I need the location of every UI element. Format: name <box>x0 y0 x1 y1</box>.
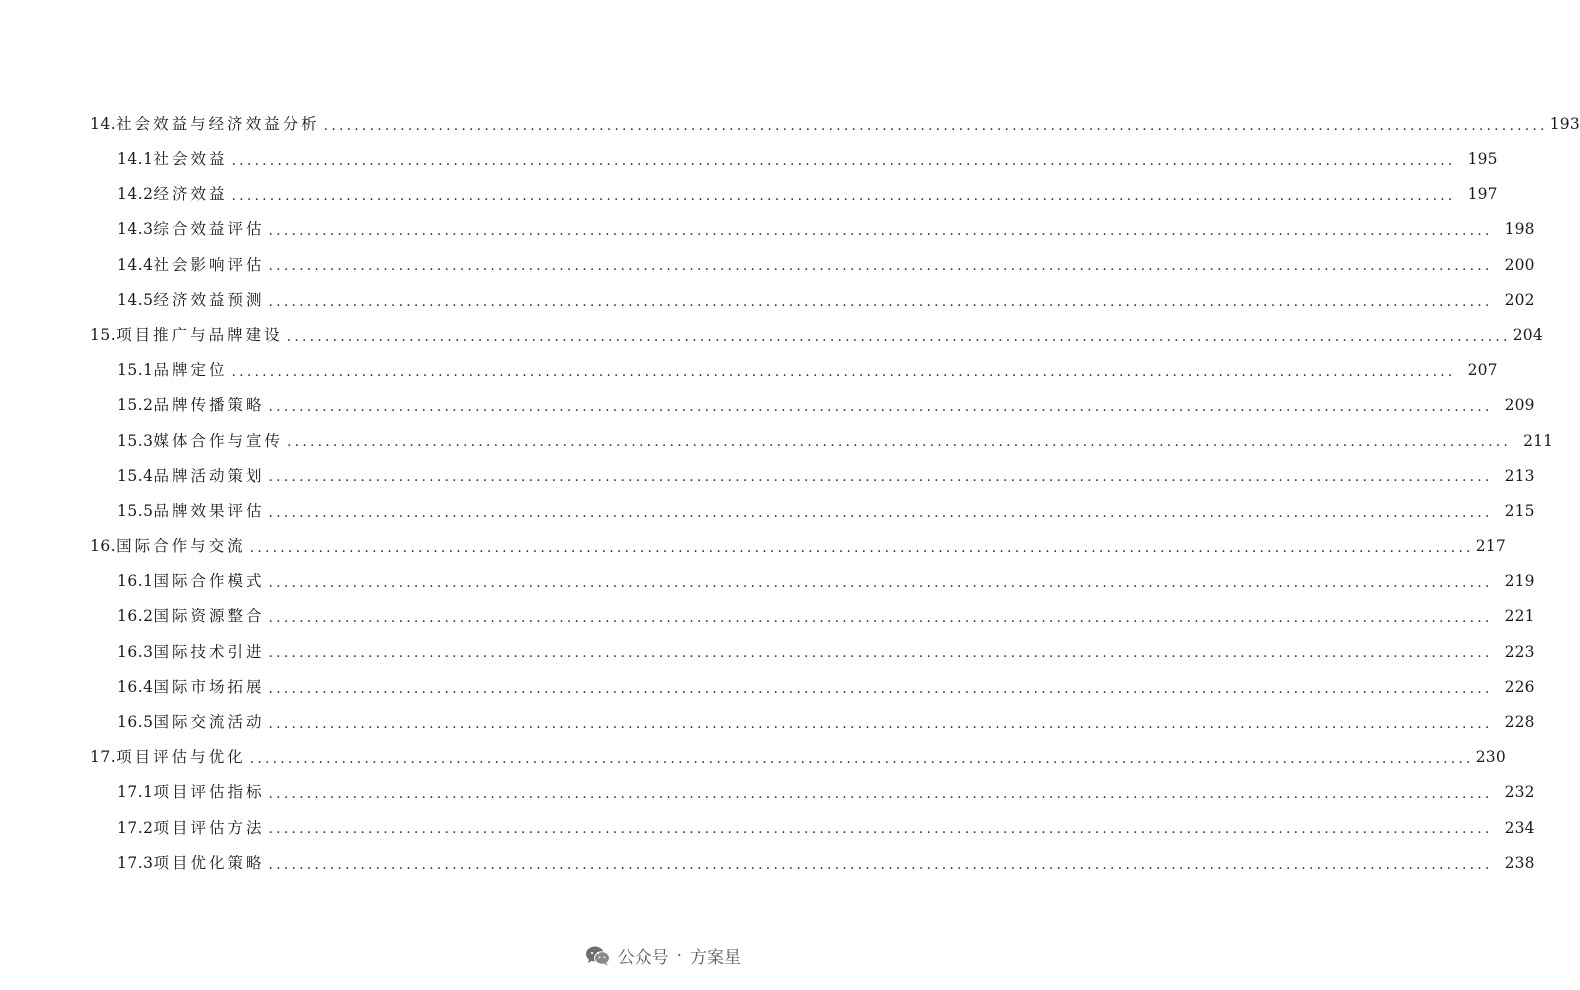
toc-dot-leader: ................................................................................................................................................................ <box>268 715 1493 732</box>
toc-page-number: 215 <box>1504 501 1535 520</box>
toc-chapter-entry[interactable] <box>0 529 1506 564</box>
toc-section-entry[interactable] <box>0 459 1535 494</box>
toc-page-number: 238 <box>1504 853 1535 872</box>
toc-dot-leader: ................................................................................................................................................................ <box>268 504 1493 521</box>
toc-dot-leader: ................................................................................................................................................................ <box>287 434 1512 451</box>
toc-dot-leader: ................................................................................................................................................................ <box>268 680 1493 697</box>
toc-dot-leader: ................................................................................................................................................................ <box>268 399 1493 416</box>
toc-entry-title: 品牌活动策划 <box>153 466 265 485</box>
toc-page-number: 228 <box>1504 713 1535 732</box>
toc-entry-number: 15.1 <box>117 361 154 380</box>
toc-entry-title: 项目推广与品牌建设 <box>116 325 283 344</box>
toc-entry-number: 17.1 <box>117 783 154 802</box>
toc-entry-title: 综合效益评估 <box>153 220 265 239</box>
toc-entry-title: 品牌传播策略 <box>153 396 265 415</box>
toc-entry-number: 17.3 <box>117 853 154 872</box>
toc-section-entry[interactable] <box>0 564 1535 599</box>
toc-section-entry[interactable] <box>0 389 1535 424</box>
toc-page-number: 221 <box>1504 607 1535 626</box>
toc-page-number: 226 <box>1504 677 1535 696</box>
toc-entry-number: 15. <box>90 325 117 344</box>
toc-page-number: 195 <box>1467 150 1498 169</box>
toc-entry-title: 国际市场拓展 <box>153 677 265 696</box>
toc-entry-number: 14.3 <box>117 220 154 239</box>
toc-entry-number: 14.4 <box>117 255 154 274</box>
toc-page-number: 204 <box>1512 325 1543 344</box>
toc-entry-title: 国际资源整合 <box>153 607 265 626</box>
watermark-separator: · <box>676 945 682 966</box>
toc-dot-leader: ................................................................................................................................................................ <box>268 821 1493 838</box>
toc-section-entry[interactable] <box>0 177 1498 212</box>
toc-entry-title: 媒体合作与宣传 <box>153 431 284 450</box>
toc-chapter-entry[interactable] <box>0 740 1506 775</box>
toc-section-entry[interactable] <box>0 494 1535 529</box>
toc-chapter-entry[interactable] <box>0 107 1580 142</box>
toc-page-number: 211 <box>1523 431 1554 450</box>
toc-dot-leader: ................................................................................................................................................................ <box>323 117 1548 134</box>
toc-section-entry[interactable] <box>0 670 1535 705</box>
toc-page-number: 202 <box>1504 290 1535 309</box>
toc-entry-number: 16.5 <box>117 713 154 732</box>
toc-entry-number: 14.5 <box>117 290 154 309</box>
toc-chapter-entry[interactable] <box>0 318 1543 353</box>
toc-page-number: 223 <box>1504 642 1535 661</box>
watermark-name: 方案星 <box>690 948 741 968</box>
toc-entry-title: 国际技术引进 <box>153 642 265 661</box>
wechat-icon <box>585 945 611 967</box>
toc-entry-title: 社会影响评估 <box>153 255 265 274</box>
toc-section-entry[interactable] <box>0 776 1535 811</box>
toc-dot-leader: ................................................................................................................................................................ <box>268 856 1493 873</box>
toc-entry-title: 品牌效果评估 <box>153 501 265 520</box>
toc-page-number: 207 <box>1467 361 1498 380</box>
toc-entry-title: 国际合作模式 <box>153 572 265 591</box>
toc-dot-leader: ................................................................................................................................................................ <box>268 223 1493 240</box>
toc-entry-title: 项目评估指标 <box>153 783 265 802</box>
toc-entry-title: 品牌定位 <box>153 361 228 380</box>
toc-entry-title: 社会效益与经济效益分析 <box>116 114 320 133</box>
toc-entry-number: 14.2 <box>117 185 154 204</box>
toc-dot-leader: ................................................................................................................................................................ <box>231 187 1456 204</box>
toc-entry-number: 16.2 <box>117 607 154 626</box>
toc-entry-number: 16.1 <box>117 572 154 591</box>
toc-entry-number: 16.3 <box>117 642 154 661</box>
toc-page-number: 200 <box>1504 255 1535 274</box>
toc-dot-leader: ................................................................................................................................................................ <box>286 328 1511 345</box>
toc-section-entry[interactable] <box>0 142 1498 177</box>
toc-entry-number: 17.2 <box>117 818 154 837</box>
toc-dot-leader: ................................................................................................................................................................ <box>268 610 1493 627</box>
toc-section-entry[interactable] <box>0 811 1535 846</box>
toc-entry-title: 社会效益 <box>153 150 228 169</box>
toc-section-entry[interactable] <box>0 705 1535 740</box>
toc-entry-number: 17. <box>90 748 117 767</box>
toc-entry-title: 项目评估方法 <box>153 818 265 837</box>
toc-page-number: 193 <box>1549 114 1580 133</box>
toc-section-entry[interactable] <box>0 283 1535 318</box>
toc-page-number: 213 <box>1504 466 1535 485</box>
toc-section-entry[interactable] <box>0 635 1535 670</box>
toc-dot-leader: ................................................................................................................................................................ <box>249 539 1474 556</box>
toc-section-entry[interactable] <box>0 424 1554 459</box>
toc-dot-leader: ................................................................................................................................................................ <box>268 469 1493 486</box>
toc-page-number: 232 <box>1504 783 1535 802</box>
toc-entry-number: 16. <box>90 537 117 556</box>
toc-dot-leader: ................................................................................................................................................................ <box>249 750 1474 767</box>
toc-entry-number: 14. <box>90 114 117 133</box>
toc-entry-number: 15.4 <box>117 466 154 485</box>
watermark-prefix: 公众号 <box>617 948 669 968</box>
toc-dot-leader: ................................................................................................................................................................ <box>268 575 1493 592</box>
toc-page-number: 217 <box>1475 537 1506 556</box>
toc-dot-leader: ................................................................................................................................................................ <box>231 152 1456 169</box>
toc-entry-number: 14.1 <box>117 150 154 169</box>
toc-page-number: 230 <box>1475 748 1506 767</box>
toc-entry-number: 15.2 <box>117 396 154 415</box>
toc-dot-leader: ................................................................................................................................................................ <box>268 258 1493 275</box>
toc-entry-number: 16.4 <box>117 677 154 696</box>
table-of-contents <box>0 107 1580 881</box>
toc-section-entry[interactable] <box>0 213 1535 248</box>
toc-entry-title: 项目评估与优化 <box>116 748 246 767</box>
toc-entry-title: 经济效益预测 <box>153 290 265 309</box>
toc-dot-leader: ................................................................................................................................................................ <box>268 786 1493 803</box>
toc-entry-title: 国际合作与交流 <box>116 537 246 556</box>
toc-entry-title: 项目优化策略 <box>153 853 265 872</box>
watermark <box>585 943 741 968</box>
toc-page-number: 234 <box>1504 818 1535 837</box>
toc-entry-number: 15.5 <box>117 501 154 520</box>
toc-page-number: 197 <box>1467 185 1498 204</box>
toc-section-entry[interactable] <box>0 248 1535 283</box>
toc-page-number: 209 <box>1504 396 1535 415</box>
toc-section-entry[interactable] <box>0 846 1535 881</box>
toc-entry-number: 15.3 <box>117 431 154 450</box>
toc-page-number: 198 <box>1504 220 1535 239</box>
toc-section-entry[interactable] <box>0 353 1498 388</box>
toc-entry-title: 经济效益 <box>153 185 228 204</box>
toc-dot-leader: ................................................................................................................................................................ <box>231 363 1456 380</box>
toc-page-number: 219 <box>1504 572 1535 591</box>
toc-dot-leader: ................................................................................................................................................................ <box>268 293 1493 310</box>
toc-entry-title: 国际交流活动 <box>153 713 265 732</box>
toc-dot-leader: ................................................................................................................................................................ <box>268 645 1493 662</box>
toc-section-entry[interactable] <box>0 600 1535 635</box>
